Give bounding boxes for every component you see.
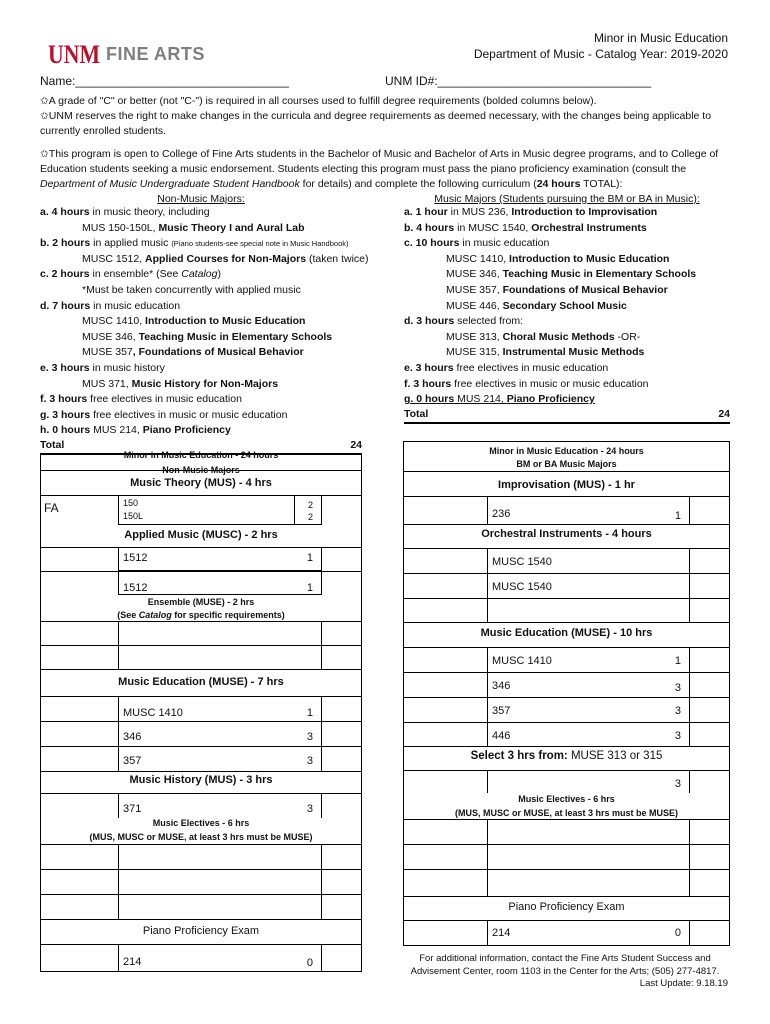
right-musedu-row-3[interactable]: 357 3	[487, 697, 690, 722]
left-applied-title: Applied Music (MUSC) - 2 hrs	[124, 529, 278, 541]
mreq-c-course-4: MUSE 446, Secondary School Music	[446, 299, 627, 312]
req-a-course: MUS 150-150L, Music Theory I and Aural Lab	[82, 221, 305, 234]
page-title: Minor in Music Education	[593, 31, 728, 45]
left-total-value: 24	[350, 438, 362, 451]
non-music-majors-title: Non-Music Majors:	[157, 193, 245, 205]
left-electives-note: (MUS, MUSC or MUSE, at least 3 hrs must be MUSE)	[89, 832, 313, 842]
mreq-g: g. 0 hours MUS 214, Piano Proficiency	[404, 393, 595, 406]
left-theory-prefix: FA	[44, 501, 59, 515]
mreq-e: e. 3 hours free electives in music education	[404, 361, 609, 374]
req-e: e. 3 hours in music history	[40, 361, 165, 374]
footer-line-1: For additional information, contact the Fine Arts Student Success and	[419, 953, 711, 964]
req-d-course-2: MUSE 346, Teaching Music in Elementary Schools	[82, 330, 333, 343]
req-b: b. 2 hours in applied music (Piano students-see special note in Music Handbook)	[40, 237, 349, 250]
mreq-d-course-1: MUSE 313, Choral Music Methods -OR-	[446, 330, 641, 343]
left-applied-row-2[interactable]: 1512 1	[118, 571, 322, 595]
req-g: g. 3 hours free electives in music or music education	[40, 408, 288, 421]
contact-footer	[395, 952, 735, 978]
page-subtitle: Department of Music - Catalog Year: 2019-2020	[473, 47, 728, 61]
left-musedu-row-3[interactable]: 357 3	[118, 746, 322, 771]
mreq-b: b. 4 hours in MUSC 1540, Orchestral Instruments	[404, 221, 647, 234]
left-ensemble-title: Ensemble (MUSE) - 2 hrs	[147, 597, 255, 607]
mreq-c-course-1: MUSC 1410, Introduction to Music Education	[446, 252, 670, 265]
logo-text: FINE ARTS	[106, 44, 205, 64]
req-a: a. 4 hours in music theory, including	[40, 206, 210, 218]
req-d-course-1: MUSC 1410, Introduction to Music Education	[82, 315, 306, 328]
req-b-course: MUSC 1512, Applied Courses for Non-Majors (taken twice)	[82, 252, 369, 265]
right-musedu-title: Music Education (MUSE) - 10 hrs	[480, 627, 653, 639]
left-musedu-row-1[interactable]: MUSC 1410 1	[118, 696, 322, 721]
right-total-row	[404, 408, 730, 424]
mreq-f: f. 3 hours free electives in music or music education	[404, 377, 649, 390]
left-piano-title: Piano Proficiency Exam	[142, 925, 260, 937]
non-music-majors-requirements	[40, 193, 369, 455]
left-worksheet	[40, 438, 362, 972]
note-grade: ✩A grade of "C" or better (not "C-") is required in all courses used to fulfill degree requirements (bolded columns below).	[40, 95, 597, 107]
unm-fine-arts-logo	[48, 38, 218, 68]
left-electives-row-2[interactable]	[118, 869, 322, 894]
footer-line-2: Advisement Center, room 1103 in the Center for the Arts; (505) 277-4817.	[410, 966, 720, 977]
left-total-label: Total	[40, 438, 65, 451]
right-piano-row[interactable]: 214 0	[487, 920, 690, 946]
req-h: h. 0 hours MUS 214, Piano Proficiency	[40, 424, 231, 437]
req-d-course-3: MUSE 357, Foundations of Musical Behavior	[82, 346, 304, 359]
right-electives-note: (MUS, MUSC or MUSE, at least 3 hrs must be MUSE)	[454, 808, 679, 818]
req-d: d. 7 hours in music education	[40, 299, 181, 312]
right-total-label: Total	[404, 407, 429, 420]
left-musedu-row-2[interactable]: 346 3	[118, 721, 322, 746]
right-electives-row-3[interactable]	[487, 869, 690, 896]
mreq-c-course-2: MUSE 346, Teaching Music in Elementary Schools	[446, 268, 697, 281]
right-musedu-row-2[interactable]: 346 3	[487, 672, 690, 697]
right-select-row[interactable]: 3	[487, 770, 690, 793]
mreq-c: c. 10 hours in music education	[404, 237, 550, 250]
note-reserve: ✩UNM reserves the right to make changes in the curricula and degree requirements as deemed necessary, with the changes being applicable to currently enrolled students.	[40, 110, 712, 137]
left-sheet-subtitle-clipped: Non-Music Majors	[162, 465, 240, 475]
right-piano-title: Piano Proficiency Exam	[508, 901, 625, 913]
left-ensemble-row-1[interactable]	[118, 621, 322, 645]
right-electives-row-1[interactable]	[487, 819, 690, 844]
left-electives-row-3[interactable]	[118, 894, 322, 919]
right-worksheet	[403, 441, 730, 946]
note-program: ✩This program is open to College of Fine Arts students in the Bachelor of Music and Bachelor of Arts in Music degree programs, and to College of Education students seeking a music endorsement. Students electing this program must pass the piano proficiency examination (consult the Department of Music Undergraduate Student Handbook for details) and complete the following curriculum (24 hours TOTAL):	[40, 148, 719, 190]
left-theory-title: Music Theory (MUS) - 4 hrs	[130, 477, 272, 489]
req-f: f. 3 hours free electives in music education	[40, 393, 242, 406]
left-musedu-title: Music Education (MUSE) - 7 hrs	[118, 676, 284, 688]
music-majors-title: Music Majors (Students pursuing the BM or BA in Music):	[434, 193, 700, 205]
right-electives-row-2[interactable]	[487, 844, 690, 869]
req-c: c. 2 hours in ensemble* (See Catalog)	[40, 268, 221, 281]
right-improv-title: Improvisation (MUS) - 1 hr	[498, 479, 635, 491]
logo-mark: UNM	[48, 40, 100, 69]
left-electives-title: Music Electives - 6 hrs	[152, 818, 250, 828]
right-orch-row-2[interactable]: MUSC 1540	[487, 573, 690, 598]
left-ensemble-note: (See Catalog for specific requirements)	[117, 610, 285, 620]
left-ensemble-row-2[interactable]	[118, 645, 322, 669]
mreq-c-course-3: MUSE 357, Foundations of Musical Behavior	[446, 283, 668, 296]
mreq-d-course-2: MUSE 315, Instrumental Music Methods	[446, 346, 645, 359]
right-musedu-row-4[interactable]: 446 3	[487, 722, 690, 746]
req-c-note: *Must be taken concurrently with applied music	[82, 283, 301, 296]
right-total-value: 24	[718, 407, 730, 420]
mreq-d: d. 3 hours selected from:	[404, 315, 524, 328]
left-electives-row-1[interactable]	[118, 844, 322, 869]
name-field[interactable]: Name:________________________________	[40, 74, 289, 88]
notes	[40, 94, 740, 192]
mreq-a: a. 1 hour in MUS 236, Introduction to Improvisation	[404, 206, 658, 218]
unm-logo-icon	[48, 38, 100, 68]
left-history-title: Music History (MUS) - 3 hrs	[129, 774, 273, 786]
right-orch-row-3[interactable]	[487, 598, 690, 622]
left-sheet-title-clipped: Minor in Music Education - 24 hours	[123, 450, 279, 460]
left-theory-course-cell[interactable]: 150 150L 2 2	[118, 495, 322, 525]
right-musedu-row-1[interactable]: MUSC 1410 1	[487, 647, 690, 672]
right-orch-row-1[interactable]: MUSC 1540	[487, 548, 690, 573]
music-majors-requirements	[404, 193, 730, 424]
left-history-row-1[interactable]: 371 3	[118, 793, 322, 818]
right-orch-title: Orchestral Instruments - 4 hours	[481, 528, 652, 540]
right-sheet-subtitle: BM or BA Music Majors	[516, 459, 617, 469]
right-electives-title: Music Electives - 6 hrs	[518, 794, 615, 804]
last-update: Last Update: 9.18.19	[639, 978, 728, 989]
right-select-title: Select 3 hrs from: MUSE 313 or 315	[470, 750, 663, 762]
left-piano-row[interactable]: 214 0	[118, 944, 322, 972]
unm-id-field[interactable]: UNM ID#:________________________________	[385, 74, 652, 88]
right-improv-row[interactable]: 236 1	[487, 496, 690, 524]
right-sheet-title: Minor in Music Education - 24 hours	[489, 446, 644, 456]
page-header	[474, 30, 728, 62]
req-e-course: MUS 371, Music History for Non-Majors	[82, 377, 279, 390]
left-applied-row-1[interactable]: 1512 1	[118, 547, 322, 571]
